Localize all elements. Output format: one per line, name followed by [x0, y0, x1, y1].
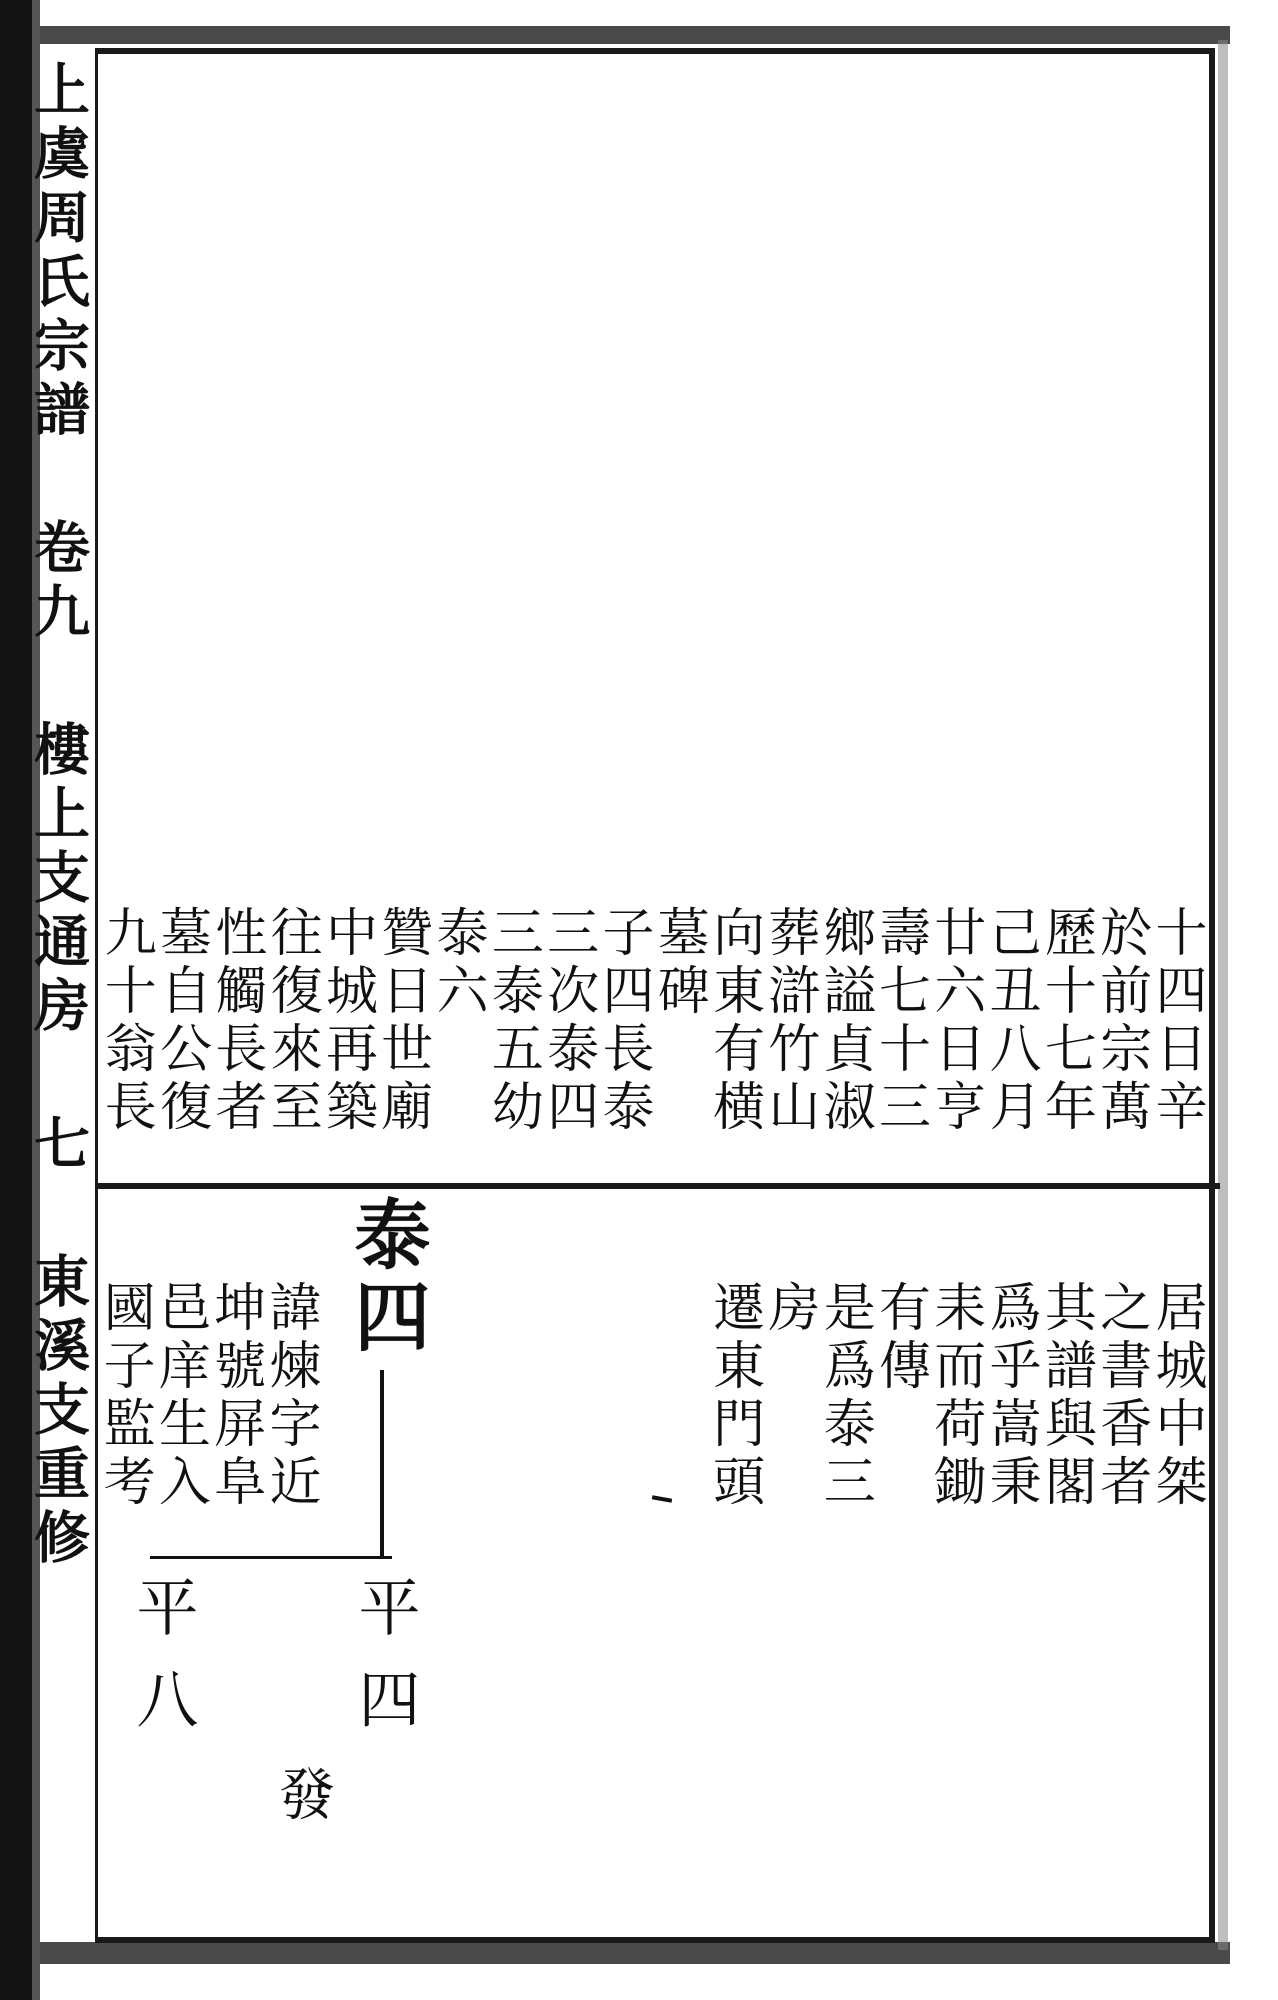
lower-column: 遷東門頭 — [703, 1280, 764, 1512]
upper-column: 鄉謚貞淑 — [814, 905, 875, 1137]
upper-column: 墓碑 — [648, 905, 709, 1021]
upper-column: 性觸長者 — [205, 905, 266, 1137]
upper-column: 於前宗萬 — [1090, 905, 1151, 1137]
upper-column: 壽七十三 — [869, 905, 930, 1137]
lower-column: 之書香者 — [1090, 1280, 1151, 1512]
upper-column: 泰六 — [427, 905, 488, 1021]
upper-column: 歷十七年 — [1035, 905, 1096, 1137]
note-character: 發 — [270, 1765, 335, 1821]
upper-column: 往復來至 — [261, 905, 322, 1137]
bio-column: 國子監考 — [94, 1280, 155, 1512]
bio-column: 邑庠生入 — [149, 1280, 210, 1512]
lower-column: 其譜與閣 — [1035, 1280, 1096, 1512]
person-name: 泰四 — [342, 1195, 431, 1359]
lineage-line-horizontal — [150, 1556, 392, 1559]
upper-column: 十四日辛 — [1146, 905, 1206, 1137]
frame-right-edge — [1218, 40, 1228, 1950]
upper-column: 三泰五幼 — [482, 905, 543, 1137]
lower-column: 是爲泰三 — [814, 1280, 875, 1512]
bio-column: 諱煉字近 — [260, 1280, 320, 1512]
upper-column: 葬滸竹山 — [758, 905, 819, 1137]
upper-column: 墓自公復 — [150, 905, 211, 1137]
upper-column: 三次泰四 — [537, 905, 598, 1137]
child-name: 平八 — [126, 1575, 199, 1759]
lower-column: 房 — [758, 1280, 819, 1338]
lower-column: 耒而荷鋤 — [924, 1280, 985, 1512]
lower-column: 居城中桀 — [1146, 1280, 1206, 1512]
lineage-line-vertical — [380, 1370, 384, 1556]
upper-column: 向東有横 — [703, 905, 764, 1137]
upper-column: 九十翁長 — [95, 905, 156, 1137]
lower-column: 有傳 — [869, 1280, 930, 1396]
register-divider — [95, 1183, 1220, 1189]
upper-column: 己丑八月 — [980, 905, 1041, 1137]
upper-column: 中城再築 — [316, 905, 377, 1137]
upper-column: 贊日世廟 — [371, 905, 432, 1137]
upper-column: 廿六日亨 — [924, 905, 985, 1137]
child-name: 平四 — [348, 1575, 421, 1759]
lower-column: 爲乎嵩秉 — [980, 1280, 1041, 1512]
bio-column: 坤號屏阜 — [204, 1280, 265, 1512]
frame-top-edge — [40, 26, 1230, 44]
upper-column: 子四長泰 — [593, 905, 653, 1137]
gutter-title: 上虞周氏宗譜 卷九 樓上支通房 七 東溪支重修 — [25, 60, 91, 1572]
frame-bottom-edge — [40, 1942, 1230, 1964]
